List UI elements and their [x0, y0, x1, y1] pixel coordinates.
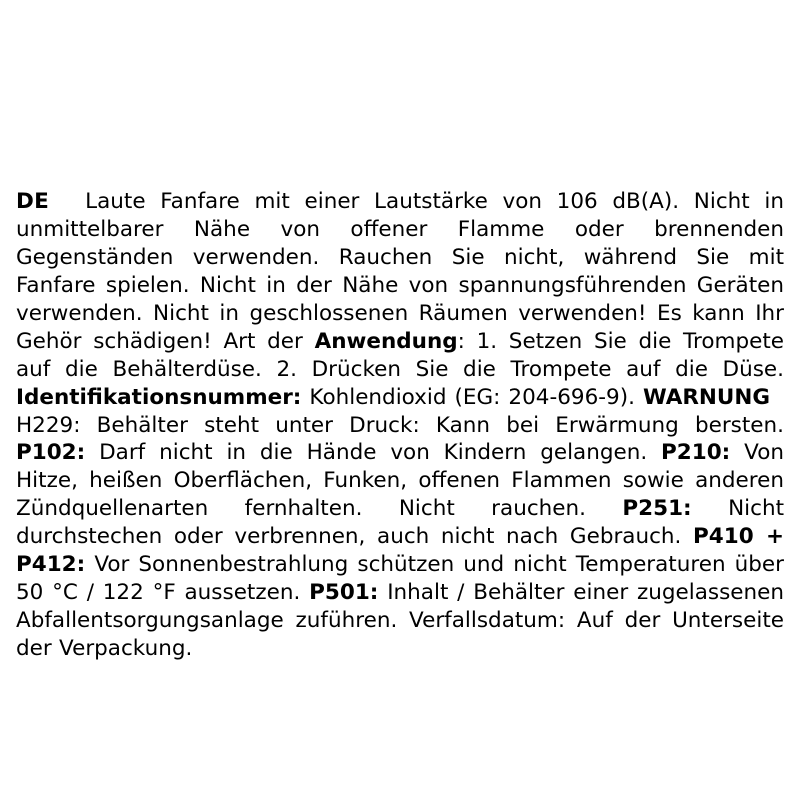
language-code-label	[16, 189, 49, 214]
p410-p412-text: Vor Sonnenbestrahlung schützen und nicht Temperaturen über 50 °C / 122 °F aussetzen.	[16, 552, 784, 606]
p410-p412-code: P410 + P412:	[16, 524, 784, 578]
usage-text: : 1. Setzen Sie die Trompete auf die Behälterdüse. 2. Drücken Sie die Trompete auf die Düse.	[16, 328, 784, 382]
h229-text: Behälter steht unter Druck: Kann bei Erwärmung bersten.	[96, 412, 784, 438]
p102-text: Darf nicht in die Hände von Kindern gelangen.	[99, 440, 662, 466]
p501-text: Inhalt / Behälter einer zugelassenen Abfallentsorgungsanlage zuführen. Verfallsdatum: Auf der Unterseite der Verpackung.	[16, 580, 784, 661]
h229-code: H229:	[16, 412, 81, 438]
warning-heading: WARNUNG	[642, 384, 770, 410]
language-code-text: DE	[16, 189, 50, 214]
identification-heading: Identifikationsnummer:	[16, 384, 302, 410]
p102-code: P102:	[16, 440, 86, 466]
usage-heading: Anwendung	[314, 328, 458, 354]
safety-instructions-paragraph	[16, 188, 784, 663]
p251-text: Nicht durchstechen oder verbrennen, auch nicht nach Gebrauch.	[16, 496, 784, 550]
p210-text: Von Hitze, heißen Oberflächen, Funken, offenen Flammen sowie anderen Zündquellenarten fernhalten. Nicht rauchen.	[16, 440, 784, 522]
p501-code: P501:	[309, 580, 379, 606]
intro-text: Laute Fanfare mit einer Lautstärke von 106 dB(A). Nicht in unmittelbarer Nähe von offener Flamme oder brennenden Gegenständen verwenden. Rauchen Sie nicht, während Sie mit Fanfare spielen. Nicht in der Nähe von spannungsführenden Geräten verwenden. Nicht in geschlossenen Räumen verwenden! Es kann Ihr Gehör schädigen! Art der	[16, 189, 784, 354]
p210-code: P210:	[661, 440, 731, 466]
p251-code: P251:	[622, 496, 692, 522]
identification-text: Kohlendioxid (EG: 204-696-9).	[309, 384, 643, 410]
